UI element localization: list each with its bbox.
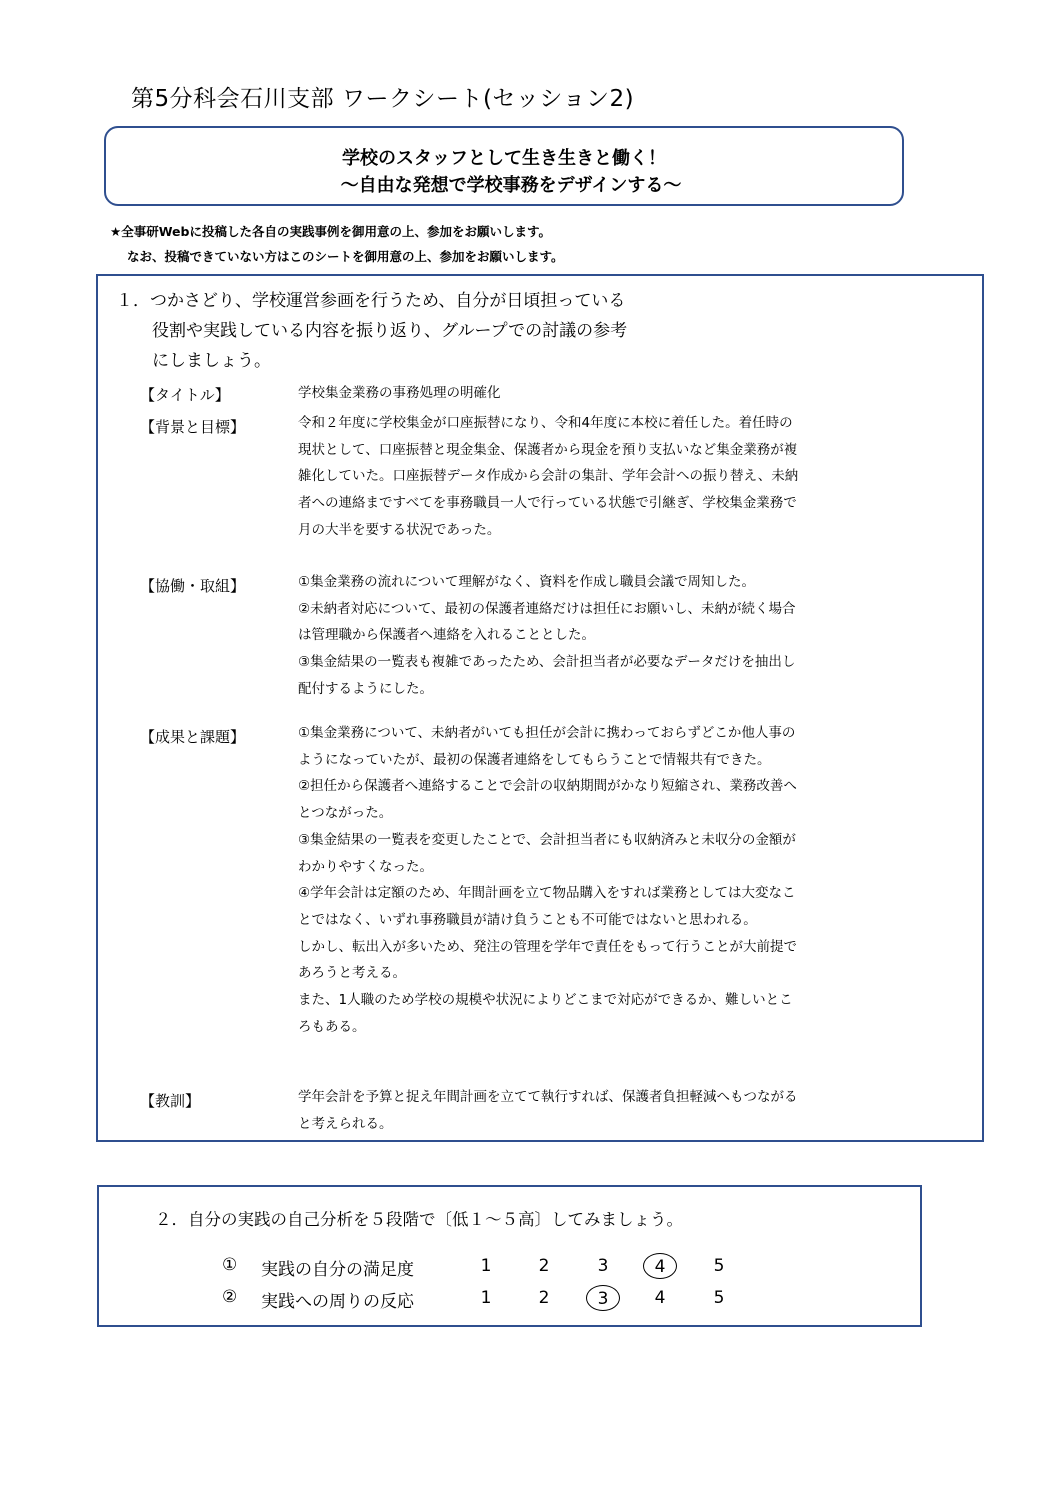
collab-line: 配付するようにした。 xyxy=(298,680,433,697)
rating-option[interactable]: 5 xyxy=(713,1288,725,1308)
rating-option[interactable]: 2 xyxy=(538,1288,550,1308)
theme-subtitle: ～自由な発想で学校事務をデザインする～ xyxy=(340,175,682,196)
rating-option[interactable]: 4 xyxy=(643,1253,677,1279)
background-line: 雑化していた。口座振替データ作成から会計の集計、学年会計への振り替え、未納 xyxy=(298,468,799,485)
rating-option[interactable]: 3 xyxy=(597,1256,609,1276)
background-line: 令和２年度に学校集金が口座振替になり、令和4年度に本校に着任した。着任時の xyxy=(298,415,793,431)
results-line: わかりやすくなった。 xyxy=(298,858,433,875)
lesson-label: 【教訓】 xyxy=(140,1092,201,1110)
results-line: とではなく、いずれ事務職員が請け負うことも不可能ではないと思われる。 xyxy=(298,911,757,928)
rating-option[interactable]: 3 xyxy=(586,1285,620,1311)
title-label: 【タイトル】 xyxy=(140,386,230,404)
title-value: 学校集金業務の事務処理の明確化 xyxy=(298,385,501,401)
collab-line: ③集金結果の一覧表も複雑であったため、会計担当者が必要なデータだけを抽出し xyxy=(298,654,796,671)
lesson-text xyxy=(298,1084,916,1137)
results-line: ろもある。 xyxy=(298,1018,366,1035)
section1-question-line-1: １．つかさどり、学校運営参画を行うため、自分が日頃担っている xyxy=(116,291,626,311)
results-line: ①集金業務について、未納者がいても担任が会計に携わっておらずどこか他人事の xyxy=(298,725,796,741)
theme-box xyxy=(104,126,904,206)
results-line: ③集金結果の一覧表を変更したことで、会計担当者にも収納済みと未収分の金額が xyxy=(298,831,796,848)
note-line-2: なお、投稿できていない方はこのシートを御用意の上、参加をお願いします。 xyxy=(127,249,564,264)
section1-question-line-2: 役割や実践している内容を振り返り、グループでの討議の参考 xyxy=(152,321,628,341)
rating-row-2 xyxy=(0,1285,1059,1311)
results-line: しかし、転出入が多いため、発注の管理を学年で責任をもって行うことが大前提で xyxy=(298,938,797,955)
collab-label: 【協働・取組】 xyxy=(140,577,246,595)
results-text xyxy=(298,720,916,1040)
rating-option[interactable]: 4 xyxy=(654,1288,666,1308)
section2-question: ２．自分の実践の自己分析を５段階で〔低１～５高〕してみましょう。 xyxy=(155,1210,683,1229)
collab-line: は管理職から保護者へ連絡を入れることとした。 xyxy=(298,627,595,644)
background-label: 【背景と目標】 xyxy=(140,418,246,436)
results-line: ②担任から保護者へ連絡することで会計の収納期間がかなり短縮され、業務改善へ xyxy=(298,778,797,795)
collab-line: ①集金業務の流れについて理解がなく、資料を作成し職員会議で周知した。 xyxy=(298,574,756,590)
rating-label: 実践の自分の満足度 xyxy=(261,1260,414,1280)
background-line: 月の大半を要する状況であった。 xyxy=(298,521,501,538)
collab-text xyxy=(298,569,916,703)
section1-question-line-3: にしましょう。 xyxy=(152,351,271,371)
results-line: あろうと考える。 xyxy=(298,965,406,982)
lesson-line: 学年会計を予算と捉え年間計画を立てて執行すれば、保護者負担軽減へもつながる xyxy=(298,1089,798,1105)
results-line: ④学年会計は定額のため、年間計画を立て物品購入をすれば業務としては大変なこ xyxy=(298,885,796,902)
background-line: 者への連絡まですべてを事務職員一人で行っている状態で引継ぎ、学校集金業務で xyxy=(298,495,797,512)
note-line-1: ★全事研Webに投稿した各自の実践事例を御用意の上、参加をお願いします。 xyxy=(110,224,551,239)
results-label: 【成果と課題】 xyxy=(140,728,246,746)
page-title: 第5分科会石川支部 ワークシート(セッション2) xyxy=(131,86,635,112)
rating-option[interactable]: 1 xyxy=(480,1288,492,1308)
lesson-line: と考えられる。 xyxy=(298,1115,393,1132)
rating-option[interactable]: 1 xyxy=(480,1256,492,1276)
rating-option[interactable]: 5 xyxy=(713,1256,725,1276)
results-line: とつながった。 xyxy=(298,805,393,822)
collab-line: ②未納者対応について、最初の保護者連絡だけは担任にお願いし、未納が続く場合 xyxy=(298,600,796,617)
rating-row-1 xyxy=(0,1253,1059,1279)
background-line: 現状として、口座振替と現金集金、保護者から現金を預り支払いなど集金業務が複 xyxy=(298,441,798,458)
rating-marker: ② xyxy=(222,1287,238,1307)
theme-title: 学校のスタッフとして生き生きと働く！ xyxy=(342,148,666,169)
results-line: ようになっていたが、最初の保護者連絡をしてもらうことで情報共有できた。 xyxy=(298,751,771,768)
rating-label: 実践への周りの反応 xyxy=(261,1292,414,1312)
rating-marker: ① xyxy=(222,1255,238,1275)
results-line: また、1人職のため学校の規模や状況によりどこまで対応ができるか、難しいとこ xyxy=(298,992,793,1009)
background-text xyxy=(298,410,916,544)
rating-option[interactable]: 2 xyxy=(538,1256,550,1276)
